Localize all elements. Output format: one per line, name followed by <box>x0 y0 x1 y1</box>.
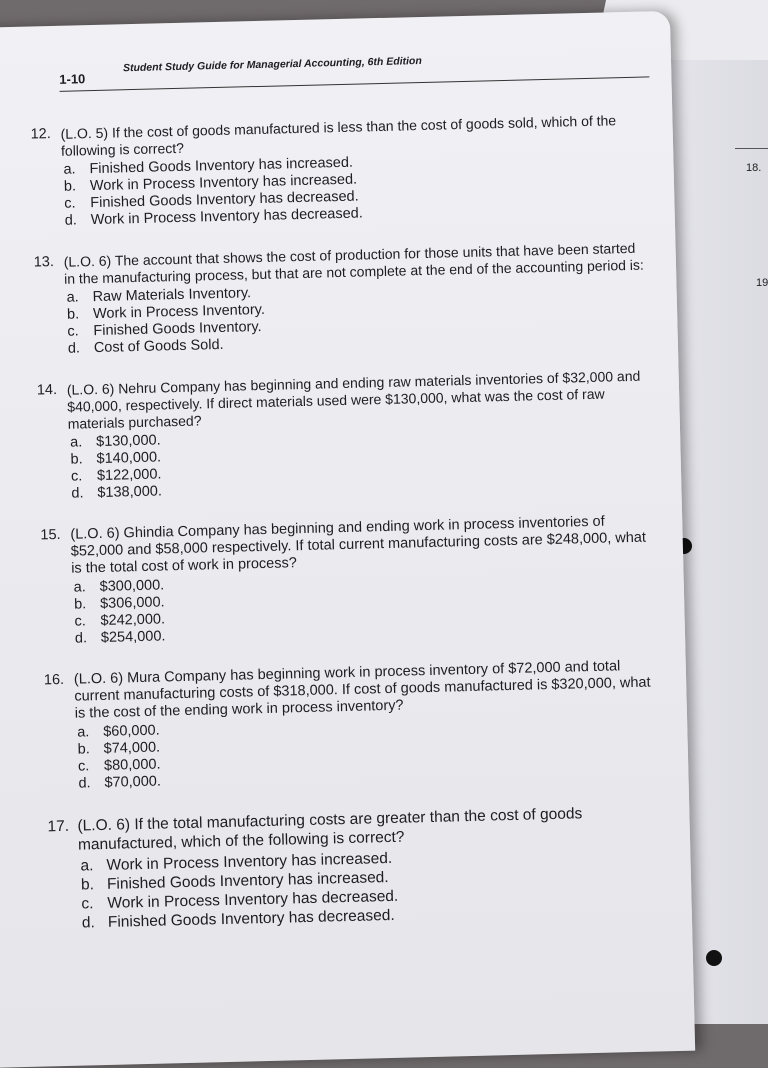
option-letter: c. <box>81 895 94 913</box>
question-text: (L.O. 6) The account that shows the cost of production for those units that have been started in the manufacturing process, but that are not complete at the end of the accounting period is: <box>63 239 644 287</box>
option-letter: c. <box>77 758 90 775</box>
header-divider <box>60 76 650 91</box>
option-text: $138,000. <box>97 483 163 502</box>
option-text: Finished Goods Inventory has increased. <box>106 869 389 893</box>
option-letter: d. <box>81 914 96 932</box>
option-letter: b. <box>66 306 80 323</box>
option-letter: c. <box>64 195 76 212</box>
question-text: (L.O. 5) If the cost of goods manufactured is less than the cost of goods sold, which of the following is correct? <box>60 112 617 159</box>
question-text: (L.O. 6) Ghindia Company has beginning and ending work in process inventories of $52,000 and $58,000 respectively. If total current manufacturing costs are $248,000, what is the total cost of work in process? <box>70 513 647 577</box>
option-text: $242,000. <box>100 611 166 629</box>
question-text: (L.O. 6) Nehru Company has beginning and ending raw materials inventories of $32,000 and $40,000, respectively. If direct materials used were $130,000, what was the cost of raw materials purchased? <box>66 367 641 432</box>
background-page-number: 19 <box>756 277 768 289</box>
option-text: Finished Goods Inventory. <box>93 318 262 340</box>
question <box>30 112 642 230</box>
question-number: 12. <box>30 126 51 143</box>
option-text: Work in Process Inventory. <box>92 301 266 323</box>
option-text: Work in Process Inventory has decreased. <box>107 887 399 912</box>
study-guide-page <box>0 11 695 1068</box>
option-letter: b. <box>73 596 87 613</box>
option-text: $74,000. <box>103 739 161 757</box>
question-number: 15. <box>40 526 61 544</box>
question-number: 17. <box>47 817 70 836</box>
page-number: 1-10 <box>59 71 86 87</box>
option-letter: c. <box>67 323 79 340</box>
option-letter: c. <box>70 468 83 485</box>
question <box>47 802 660 932</box>
answer-options <box>64 276 645 358</box>
option-text: $306,000. <box>99 594 165 612</box>
option-text: Work in Process Inventory has increased. <box>106 849 393 874</box>
option-letter: a. <box>63 161 76 178</box>
option-text: Raw Materials Inventory. <box>92 285 252 306</box>
answer-options <box>72 566 653 648</box>
question <box>33 239 646 358</box>
guide-title: Student Study Guide for Managerial Accounting, 6th Edition <box>122 54 422 75</box>
option-letter: b. <box>63 178 77 195</box>
option-text: Finished Goods Inventory has decreased. <box>107 906 395 931</box>
answer-options <box>61 148 642 230</box>
option-text: $80,000. <box>103 756 161 774</box>
option-text: $130,000. <box>95 432 161 451</box>
option-letter: a. <box>80 857 94 875</box>
option-text: $300,000. <box>99 577 165 595</box>
question <box>43 657 657 792</box>
option-text: $70,000. <box>104 773 162 791</box>
option-text: Work in Process Inventory has decreased. <box>90 205 363 229</box>
option-text: $122,000. <box>96 466 162 485</box>
option-letter: d. <box>71 485 84 502</box>
question-number: 13. <box>33 254 55 271</box>
answer-options <box>75 710 656 792</box>
page-header <box>59 42 640 92</box>
page-content <box>30 42 660 933</box>
option-text: Cost of Goods Sold. <box>93 336 224 357</box>
binder-hole-icon <box>706 950 722 966</box>
option-letter: a. <box>77 724 90 741</box>
option-text: $140,000. <box>96 449 162 468</box>
option-letter: d. <box>74 630 88 647</box>
option-letter: b. <box>77 741 90 758</box>
answer-options <box>78 842 660 932</box>
question-text: (L.O. 6) Mura Company has beginning work in process inventory of $72,000 and total current manufacturing costs of $318,000. If cost of goods manufactured is $320,000, what is the cost of the ending work in process inventory? <box>73 658 651 722</box>
option-text: $60,000. <box>103 722 160 740</box>
background-page-number: 18. <box>746 162 762 174</box>
option-letter: a. <box>73 579 86 596</box>
question <box>40 513 653 648</box>
option-letter: a. <box>69 434 83 451</box>
option-text: Finished Goods Inventory has decreased. <box>90 188 359 212</box>
question-number: 16. <box>43 671 65 689</box>
option-letter: d. <box>67 340 81 357</box>
option-letter: d. <box>78 775 91 792</box>
question <box>36 367 650 503</box>
question-text: (L.O. 6) If the total manufacturing costs are greater than the cost of goods manufactured, which of the following is correct? <box>77 805 583 854</box>
option-letter: a. <box>66 289 79 306</box>
option-text: Work in Process Inventory has increased. <box>89 171 358 195</box>
option-letter: d. <box>64 212 78 229</box>
option-letter: b. <box>80 876 95 894</box>
option-letter: b. <box>70 451 83 468</box>
answer-options <box>68 421 649 503</box>
background-page-rule <box>735 148 768 149</box>
option-text: $254,000. <box>100 628 166 646</box>
question-number: 14. <box>36 381 58 399</box>
option-letter: c. <box>74 613 87 630</box>
option-text: Finished Goods Inventory has increased. <box>89 154 354 178</box>
